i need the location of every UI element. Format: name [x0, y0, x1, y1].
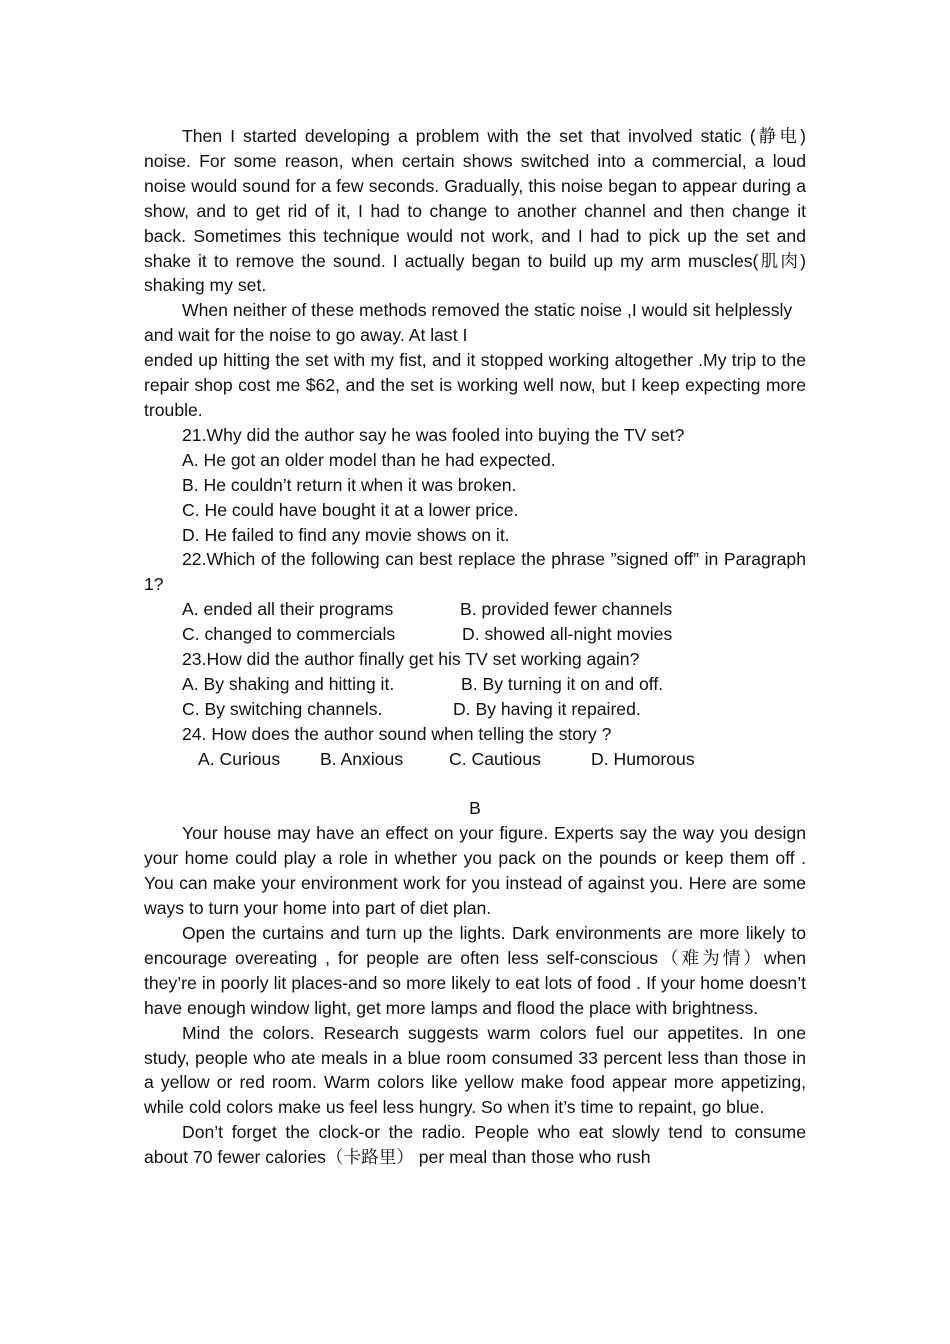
question-22-options-row-1 [144, 597, 806, 622]
passage-b-heading: B [469, 798, 481, 819]
question-24-stem: 24. How does the author sound when telling the story ? [182, 723, 612, 744]
passage-b-paragraph-2: Open the curtains and turn up the lights. Dark environments are more likely to encourage overeating , for people are often less self-conscious（难为情）when they’re in poorly lit places-and so more likely to eat lots of food . If your home doesn’t have enough window light, get more lamps and flood the place with brightness. [144, 922, 806, 1018]
question-23-options-row-1 [144, 672, 806, 697]
question-22-option-b: B. provided fewer channels [460, 599, 673, 620]
question-22-option-c: C. changed to commercials [182, 624, 396, 645]
question-22-stem: 22.Which of the following can best replace the phrase ”signed off” in Paragraph 1? [144, 549, 806, 595]
question-23-options-row-2 [144, 697, 806, 722]
question-21-option-a: A. He got an older model than he had expected. [182, 449, 556, 470]
passage-b-paragraph-4: Don’t forget the clock-or the radio. People who eat slowly tend to consume about 70 fewer calories（卡路里） per meal than those who rush [144, 1122, 806, 1168]
question-21-option-b: B. He couldn’t return it when it was broken. [182, 474, 517, 495]
blank-line [144, 772, 806, 797]
question-24 [144, 722, 806, 772]
question-23-option-a: A. By shaking and hitting it. [182, 673, 395, 694]
question-23-option-b: B. By turning it on and off. [461, 673, 664, 694]
document-page [144, 124, 806, 1170]
passage-a-paragraph-1: Then I started developing a problem with the set that involved static (静电) noise. For some reason, when certain shows switched into a commercial, a loud noise would sound for a few seconds. Gradually, this noise began to appear during a show, and to get rid of it, I had to change to another channel and then change it back. Sometimes this technique would not work, and I had to pick up the set and shake it to remove the sound. I actually began to build up my arm muscles(肌肉) shaking my set. [144, 126, 806, 296]
question-23-option-d: D. By having it repaired. [453, 698, 641, 719]
question-24-option-d: D. Humorous [591, 748, 695, 769]
passage-b-paragraph-1: Your house may have an effect on your figure. Experts say the way you design your home could play a role in whether you pack on the pounds or keep them off . You can make your environment work for you instead of against you. Here are some ways to turn your home into part of diet plan. [144, 823, 806, 919]
question-22 [144, 547, 806, 647]
question-24-option-b: B. Anxious [320, 748, 404, 769]
passage-a-paragraph-3: ended up hitting the set with my fist, and it stopped working altogether .My trip to the repair shop cost me $62, and the set is working well now, but I keep expecting more trouble. [144, 350, 806, 420]
passage-b-paragraph-3: Mind the colors. Research suggests warm colors fuel our appetites. In one study, people who ate meals in a blue room consumed 33 percent less than those in a yellow or red room. Warm colors like yellow make food appear more appetizing, while cold colors make us feel less hungry. So when it’s time to repaint, go blue. [144, 1022, 806, 1118]
question-22-options-row-2 [144, 622, 806, 647]
question-21-option-d: D. He failed to find any movie shows on it. [182, 524, 510, 545]
question-22-option-a: A. ended all their programs [182, 599, 394, 620]
question-22-option-d: D. showed all-night movies [462, 624, 673, 645]
question-21-stem: 21.Why did the author say he was fooled into buying the TV set? [182, 424, 685, 445]
passage-a-paragraph-2: When neither of these methods removed the static noise ,I would sit helplessly and wait for the noise to go away. At last I [144, 300, 793, 346]
question-24-options-row [144, 747, 806, 772]
question-23-stem: 23.How did the author finally get his TV set working again? [182, 649, 640, 670]
question-24-option-c: C. Cautious [449, 748, 541, 769]
question-21-option-c: C. He could have bought it at a lower price. [182, 499, 519, 520]
question-24-option-a: A. Curious [198, 748, 281, 769]
question-23-option-c: C. By switching channels. [182, 698, 383, 719]
question-21 [144, 423, 806, 548]
question-23 [144, 647, 806, 722]
